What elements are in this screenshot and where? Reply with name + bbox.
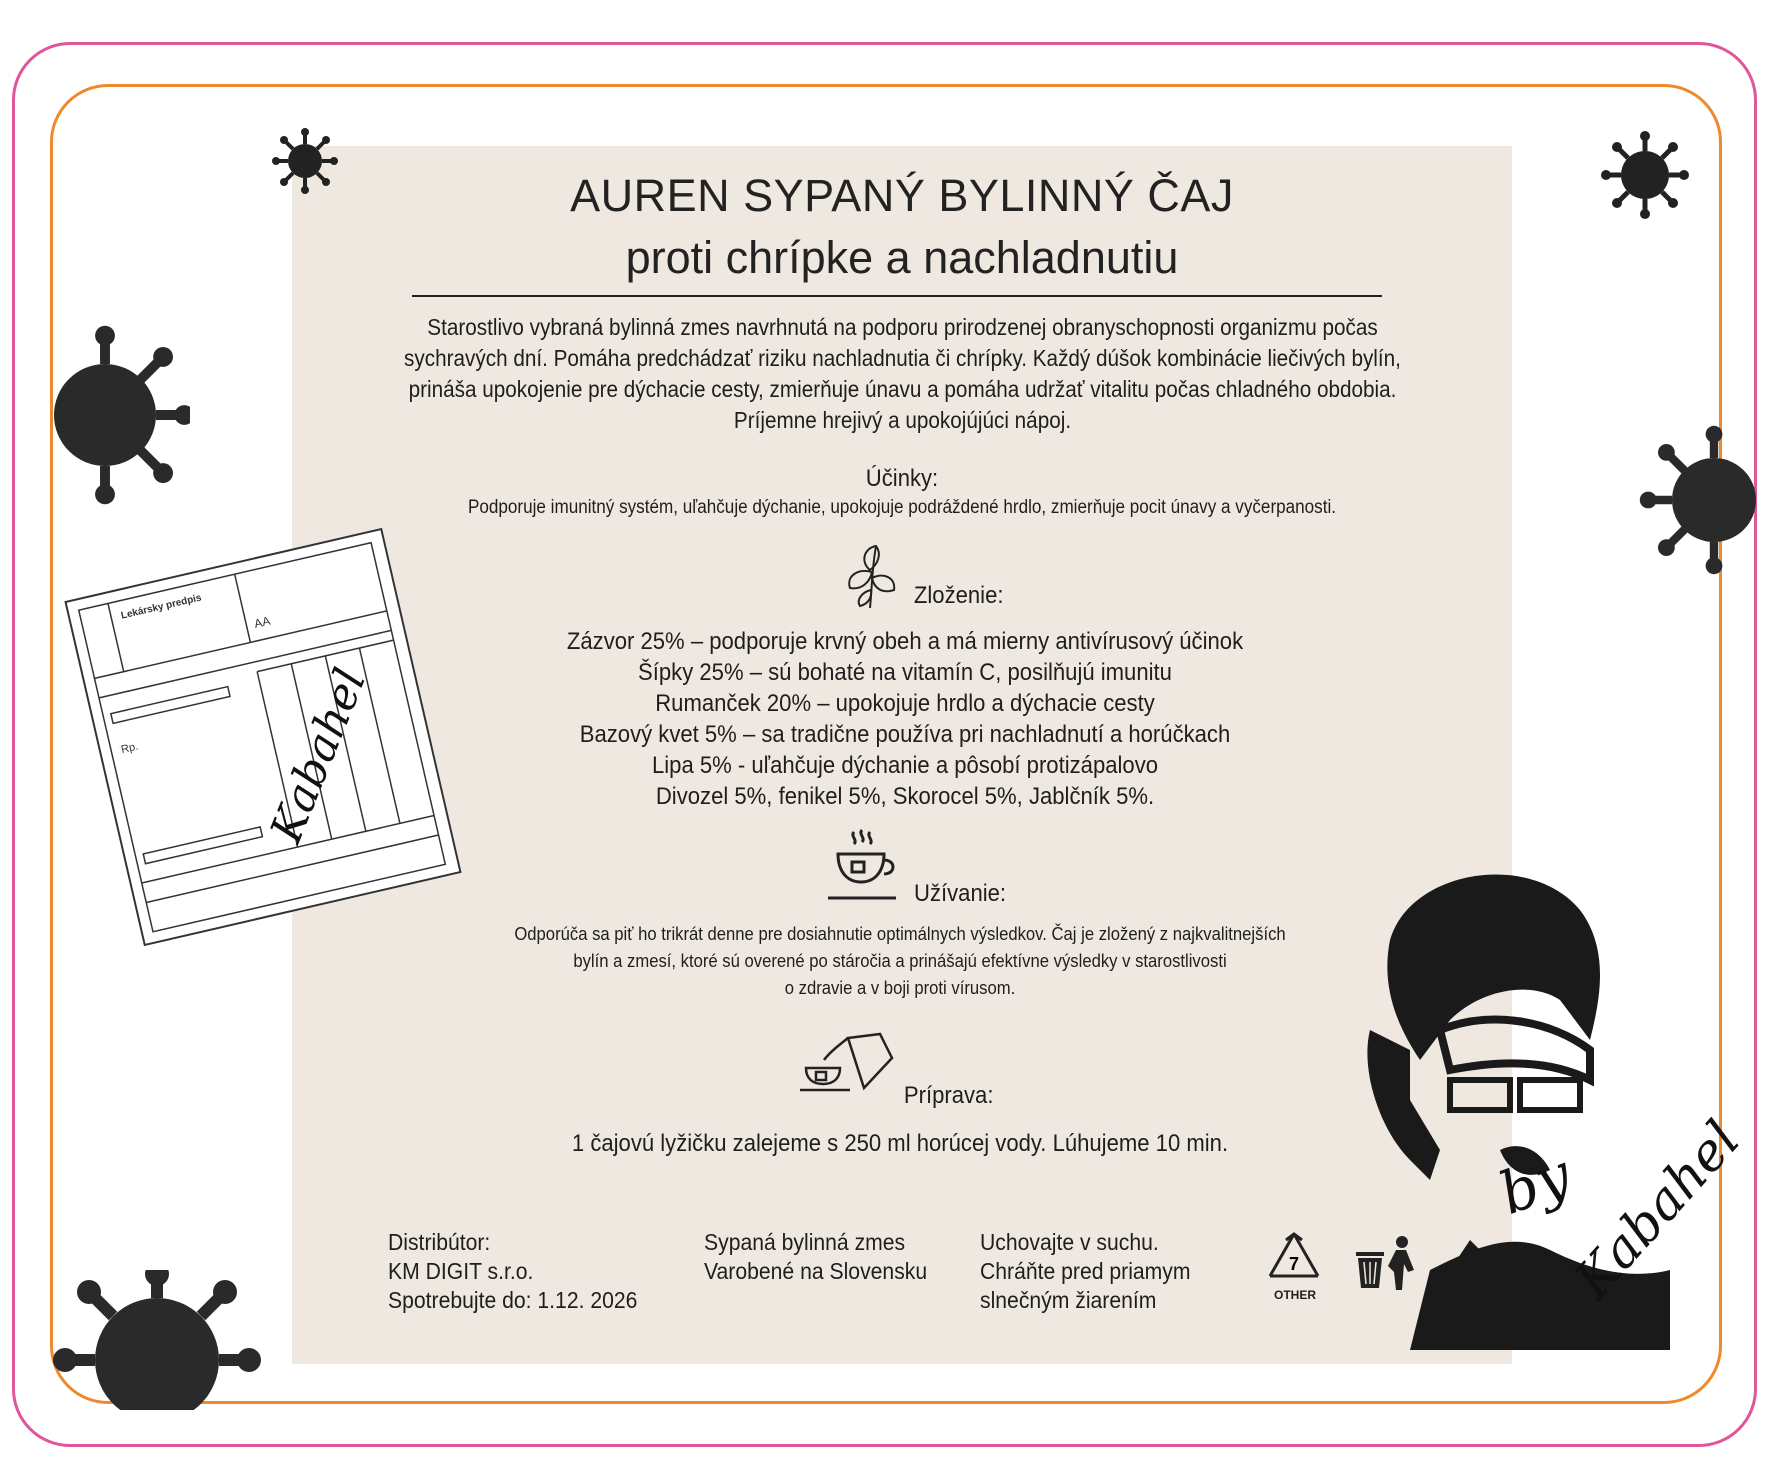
intro-line: Starostlivo vybraná bylinná zmes navrhnutá na podporu prirodzenej obranyschopnosti organizmu počas <box>427 314 1378 340</box>
usage-text <box>477 920 1323 1001</box>
ingredient-item: Lipa 5% - uľahčuje dýchanie a pôsobí protizápalovo <box>651 752 1159 779</box>
usage-line: o zdravie a v boji proti vírusom. <box>784 977 1016 998</box>
recycle-label: OTHER <box>1274 1288 1316 1302</box>
distributor-block <box>388 1228 637 1315</box>
tea-cup-icon <box>826 828 906 902</box>
intro-text <box>396 312 1409 436</box>
ingredient-item: Rumanček 20% – upokojuje hrdlo a dýchacie cesty <box>655 690 1155 717</box>
usage-line: bylín a zmesí, ktoré sú overené po stáročia a prinášajú efektívne výsledky v starostlivosti <box>573 950 1227 971</box>
ingredient-item: Bazový kvet 5% – sa tradične používa pri nachladnutí a horúčkach <box>579 721 1231 748</box>
prescription-heading: Lekársky predpis <box>119 592 203 622</box>
signature-by: by <box>1490 1140 1580 1228</box>
footer-line: Distribútor: <box>388 1229 491 1255</box>
virus-icon <box>20 290 190 540</box>
footer-line: KM DIGIT s.r.o. <box>388 1258 534 1284</box>
intro-line: sychravých dní. Pomáha predchádzať riziku nachladnutia či chrípky. Každý dúšok kombinácie liečivých bylín, <box>404 345 1401 371</box>
product-type-block <box>704 1228 927 1286</box>
product-title: AUREN SYPANÝ BYLINNÝ ČAJ <box>570 170 1234 221</box>
footer-line: slnečným žiarením <box>980 1287 1157 1313</box>
prescription-rp: Rp. <box>119 740 140 757</box>
product-subtitle: proti chrípke a nachladnutiu <box>625 232 1179 283</box>
footer-line: Varobené na Slovensku <box>704 1258 928 1284</box>
footer-line: Sypaná bylinná zmes <box>704 1229 906 1255</box>
teapot-pouring-icon <box>798 1028 894 1098</box>
signature-name: Kabahel <box>1563 1110 1752 1310</box>
ingredient-item: Zázvor 25% – podporuje krvný obeh a má mierny antivírusový účinok <box>566 628 1244 655</box>
recycle-icon <box>1262 1232 1326 1288</box>
effects-text: Podporuje imunitný systém, uľahčuje dýchanie, upokojuje podráždené hrdlo, zmierňuje pocit únavy a vyčerpanosti. <box>467 497 1337 518</box>
preparation-text: 1 čajovú lyžičku zalejeme s 250 ml horúcej vody. Lúhujeme 10 min. <box>571 1130 1229 1157</box>
intro-line: Príjemne hrejivý a upokojújúci nápoj. <box>733 407 1072 433</box>
virus-icon <box>52 1270 262 1410</box>
virus-icon <box>1600 130 1690 220</box>
recycle-number: 7 <box>1288 1254 1300 1274</box>
prescription-signature: Kabahel <box>260 661 377 850</box>
footer-line: Spotrebujte do: 1.12. 2026 <box>388 1287 638 1313</box>
ingredient-item: Šípky 25% – sú bohaté na vitamín C, posilňujú imunitu <box>638 659 1172 686</box>
prescription-code: AA <box>252 613 272 631</box>
title-divider <box>412 295 1382 297</box>
intro-line: prináša upokojenie pre dýchacie cesty, zmierňuje únavu a pomáha udržať vitalitu počas chladného obdobia. <box>408 376 1397 402</box>
footer-line: Uchovajte v suchu. <box>980 1229 1159 1255</box>
ingredient-item: Divozel 5%, fenikel 5%, Skorocel 5%, Jablčník 5%. <box>655 783 1155 810</box>
composition-heading: Zloženie: <box>913 582 1004 609</box>
virus-icon <box>1630 400 1770 600</box>
effects-heading: Účinky: <box>865 465 939 492</box>
usage-heading: Užívanie: <box>914 880 1007 907</box>
preparation-heading: Príprava: <box>903 1082 994 1109</box>
tea-leaves-icon <box>836 538 906 610</box>
composition-list <box>468 626 1342 812</box>
footer-line: Chráňte pred priamym <box>980 1258 1191 1284</box>
usage-line: Odporúča sa piť ho trikrát denne pre dosiahnutie optimálnych výsledkov. Čaj je zložený z najkvalitnejších <box>514 923 1286 944</box>
storage-block <box>980 1228 1191 1315</box>
